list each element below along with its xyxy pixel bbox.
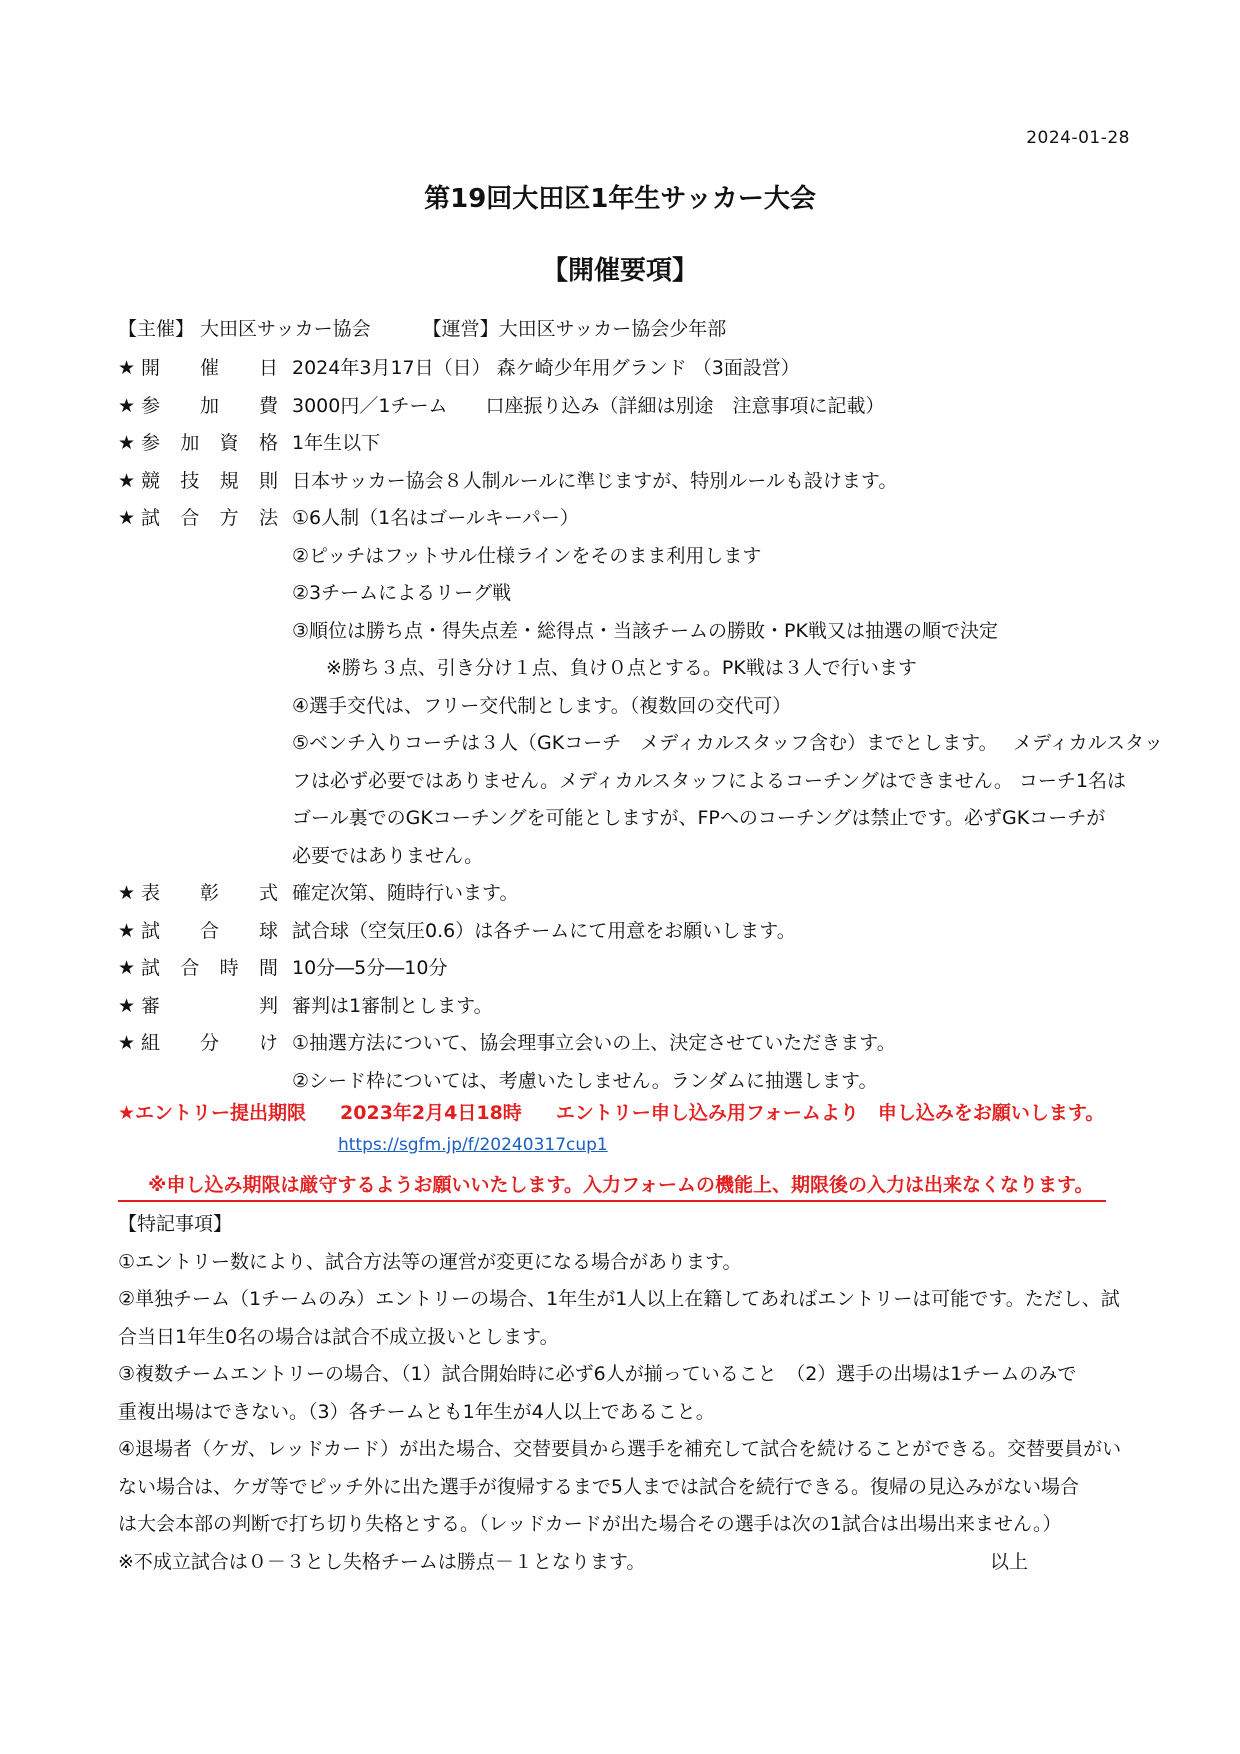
star-icon: ★ (118, 919, 136, 942)
match-method-line: ④選手交代は、フリー交代制とします。（複数回の交代可） (292, 694, 792, 717)
detail-label (118, 350, 292, 388)
star-icon: ★ (118, 394, 136, 417)
group-line-2: ②シード枠については、考慮いたしません。ランダムに抽選します。 (292, 1069, 878, 1092)
detail-row (118, 350, 1128, 388)
detail-label (118, 1025, 292, 1063)
detail-label-text: 試 合 球 (141, 919, 278, 942)
detail-content: 1年生以下 (292, 432, 381, 454)
note-line: ①エントリー数により、試合方法等の運営が変更になる場合があります。 (118, 1250, 742, 1273)
star-icon: ★ (118, 469, 136, 492)
note-line: ③複数チームエントリーの場合、（1）試合開始時に必ず6人が揃っていること （2）選手の出場は1チームのみで (118, 1363, 1077, 1385)
detail-label (118, 950, 292, 988)
organizer-line (118, 314, 726, 341)
note-line: 重複出場はできない。（3）各チームとも1年生が4人以上であること。 (118, 1400, 715, 1423)
star-icon: ★ (118, 357, 136, 379)
note-line: 合当日1年生0名の場合は試合不成立扱いとします。 (118, 1325, 559, 1348)
match-method-line: ※勝ち３点、引き分け１点、負け０点とする。PK戦は３人で行います (326, 657, 917, 679)
match-method-line: ②ピッチはフットサル仕様ラインをそのまま利用します (292, 544, 762, 567)
detail-row (118, 500, 1128, 538)
star-icon: ★ (118, 882, 136, 904)
entry-form-link[interactable]: https://sgfm.jp/f/20240317cup1 (338, 1135, 608, 1155)
detail-content: 10分―5分―10分 (292, 957, 448, 979)
detail-label-text: 試 合 方 法 (141, 507, 278, 529)
detail-row (118, 875, 1128, 913)
deadline-text: エントリー申し込み用フォームより 申し込みをお願いします。 (555, 1102, 1105, 1124)
detail-label-text: 参 加 費 (141, 394, 278, 417)
detail-content: 確定次第、随時行います。 (292, 882, 519, 904)
detail-label (118, 500, 292, 538)
deadline-warning: ※申し込み期限は厳守するようお願いいたします。入力フォームの機能上、期限後の入力は出来なくなります。 (118, 1170, 1106, 1202)
detail-label-text: 表 彰 式 (141, 882, 278, 904)
operator-text: 【運営】大田区サッカー協会少年部 (422, 318, 727, 340)
detail-content: 2024年3月17日（日） 森ケ崎少年用グランド （3面設営） (292, 357, 800, 379)
star-icon: ★ (118, 507, 136, 529)
deadline-label: ★エントリー提出期限 (118, 1102, 307, 1124)
note-line: は大会本部の判断で打ち切り失格とする。（レッドカードが出た場合その選手は次の1試合は出場出来ません。） (118, 1513, 1062, 1535)
detail-row (118, 425, 1128, 463)
detail-content: 日本サッカー協会８人制ルールに準じますが、特別ルールも設けます。 (292, 469, 898, 492)
detail-row (118, 388, 1128, 426)
detail-content: ①6人制（1名はゴールキーパー） (292, 507, 579, 529)
note-line: ②単独チーム（1チームのみ）エントリーの場合、1年生が1人以上在籍してあればエントリーは可能です。ただし、試 (118, 1288, 1120, 1310)
end-mark: 以上 (989, 1550, 1028, 1573)
note-line: ④退場者（ケガ、レッドカード）が出た場合、交替要員から選手を補充して試合を続けることができる。交替要員がい (118, 1438, 1122, 1460)
match-method-line: フは必ず必要ではありません。メディカルスタッフによるコーチングはできません。 コーチ1名は (292, 769, 1126, 792)
match-method-line: 必要ではありません。 (292, 844, 484, 867)
detail-row (118, 988, 1128, 1026)
document-subtitle: 【開催要項】 (541, 256, 698, 286)
note-line: ない場合は、ケガ等でピッチ外に出た選手が復帰するまで5人までは試合を続行できる。復帰の見込みがない場合 (118, 1475, 1079, 1498)
star-icon: ★ (118, 432, 136, 454)
detail-row (118, 1025, 1128, 1063)
details-section (118, 350, 1164, 1100)
detail-label-text: 参 加 資 格 (141, 432, 278, 454)
match-method-line: ⑤ベンチ入りコーチは３人（GKコーチ メディカルスタッフ含む）までとします。 メディカルスタッ (292, 732, 1164, 754)
detail-label (118, 988, 292, 1026)
detail-label-text: 組 分 け (141, 1032, 278, 1054)
detail-label-text: 競 技 規 則 (141, 469, 278, 492)
detail-label (118, 913, 292, 951)
detail-row (118, 913, 1128, 951)
document-date: 2024-01-28 (1026, 128, 1130, 148)
detail-content: 試合球（空気圧0.6）は各チームにて用意をお願いします。 (292, 919, 796, 942)
detail-content: ①抽選方法について、協会理事立会いの上、決定させていただきます。 (292, 1032, 896, 1054)
detail-label-text: 開 催 日 (141, 357, 278, 379)
match-method-line: ③順位は勝ち点・得失点差・総得点・当該チームの勝敗・PK戦又は抽選の順で決定 (292, 619, 998, 642)
entry-deadline (118, 1098, 1104, 1125)
notes-section (118, 1206, 1128, 1581)
match-method-line: ゴール裏でのGKコーチングを可能としますが、FPへのコーチングは禁止です。必ずGKコーチが (292, 807, 1106, 829)
detail-content: 3000円／1チーム 口座振り込み（詳細は別途 注意事項に記載） (292, 394, 885, 417)
final-note: ※不成立試合は０－３とし失格チームは勝点－１となります。 (118, 1550, 646, 1573)
star-icon: ★ (118, 957, 136, 979)
detail-label (118, 388, 292, 426)
detail-label (118, 463, 292, 501)
detail-row (118, 950, 1128, 988)
detail-label-text: 審 判 (141, 994, 278, 1017)
detail-row (118, 463, 1128, 501)
star-icon: ★ (118, 994, 136, 1017)
detail-label (118, 425, 292, 463)
match-method-line: ②3チームによるリーグ戦 (292, 582, 512, 604)
detail-label-text: 試 合 時 間 (141, 957, 278, 979)
detail-content: 審判は1審制とします。 (292, 994, 493, 1017)
notes-title: 【特記事項】 (118, 1213, 233, 1235)
detail-label (118, 875, 292, 913)
star-icon: ★ (118, 1032, 136, 1054)
document-title: 第19回大田区1年生サッカー大会 (424, 184, 816, 214)
deadline-date: 2023年2月4日18時 (340, 1102, 522, 1124)
host-text: 【主催】 大田区サッカー協会 (118, 318, 371, 340)
